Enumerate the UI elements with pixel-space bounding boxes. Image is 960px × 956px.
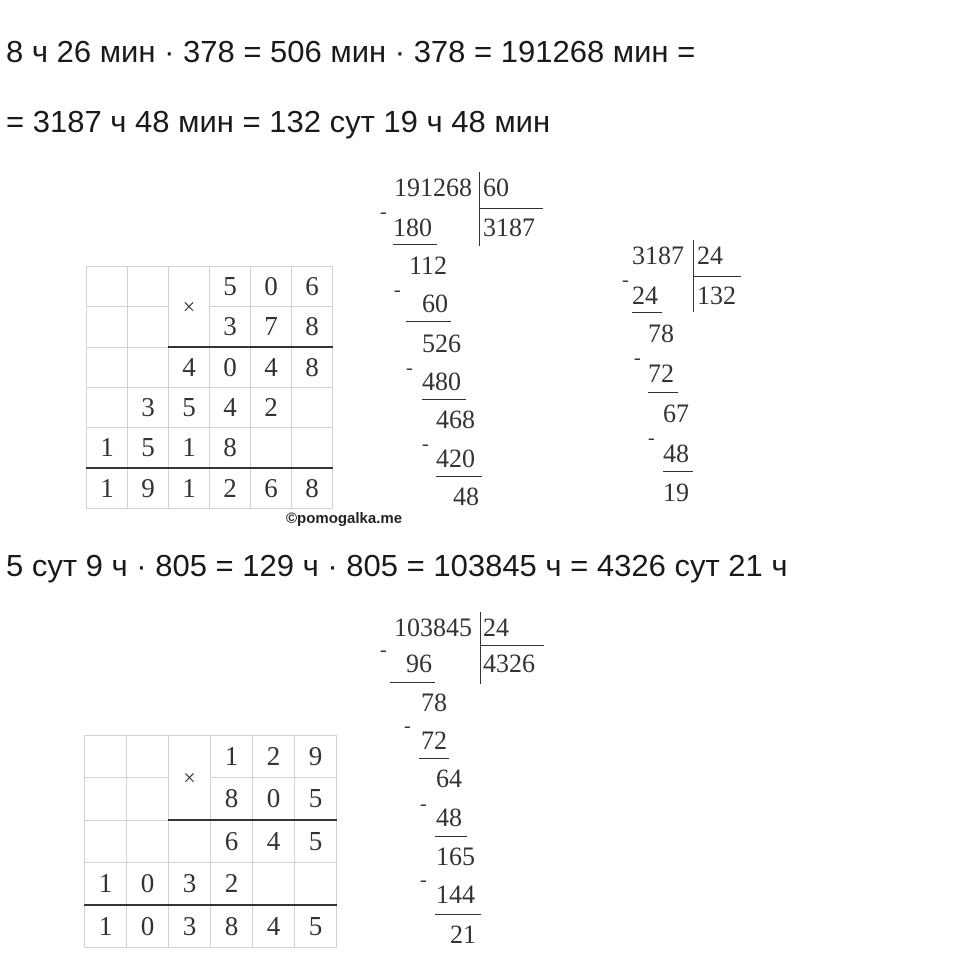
grid-cell: [253, 863, 295, 906]
division-step: 78: [421, 688, 447, 717]
minus-sign: -: [420, 869, 427, 891]
grid-cell: 1: [85, 905, 127, 948]
equation-line-2: = 3187 ч 48 мин = 132 сут 19 ч 48 мин: [6, 104, 551, 139]
grid-cell: [295, 863, 337, 906]
long-division-3: [380, 612, 560, 952]
grid-cell: [127, 736, 169, 778]
grid-cell: 5: [210, 267, 251, 307]
grid-cell: 1: [169, 428, 210, 469]
division-step: 78: [648, 319, 674, 348]
grid-cell: 8: [210, 428, 251, 469]
grid-cell: 3: [169, 905, 211, 948]
grid-cell: 4: [253, 820, 295, 863]
quotient: 4326: [483, 649, 535, 678]
grid-cell: 8: [292, 468, 333, 509]
grid-cell: 5: [128, 428, 169, 469]
grid-cell: [87, 388, 128, 428]
grid-cell: [87, 347, 128, 388]
grid-cell: 7: [251, 307, 292, 348]
grid-cell: 3: [210, 307, 251, 348]
division-step: 48: [663, 439, 689, 468]
grid-cell: [128, 307, 169, 348]
minus-sign: -: [380, 201, 387, 223]
multiply-sign: ×: [169, 267, 210, 348]
grid-cell: 8: [211, 778, 253, 821]
division-step: 144: [436, 880, 475, 909]
grid-cell: 2: [251, 388, 292, 428]
division-step: 24: [632, 281, 658, 310]
long-division-1: [380, 172, 560, 512]
division-step: 96: [406, 649, 432, 678]
grid-cell: 3: [128, 388, 169, 428]
grid-cell: [292, 388, 333, 428]
division-step: 180: [393, 213, 432, 242]
grid-cell: [87, 267, 128, 307]
division-step: 48: [436, 803, 462, 832]
grid-cell: 5: [295, 905, 337, 948]
division-step: 48: [453, 482, 479, 511]
divisor: 60: [483, 173, 509, 202]
grid-cell: 1: [87, 428, 128, 469]
watermark: ©pomogalka.me: [286, 510, 403, 527]
grid-cell: 6: [292, 267, 333, 307]
division-step: 112: [409, 251, 448, 280]
grid-cell: 8: [292, 307, 333, 348]
grid-cell: [85, 820, 127, 863]
grid-cell: [87, 307, 128, 348]
grid-cell: [128, 347, 169, 388]
multiplication-grid-1: [86, 266, 333, 509]
grid-cell: 6: [251, 468, 292, 509]
multiplication-grid-2: [84, 735, 337, 948]
division-step: 468: [436, 405, 475, 434]
grid-cell: [251, 428, 292, 469]
grid-cell: 3: [169, 863, 211, 906]
minus-sign: -: [622, 269, 629, 291]
grid-cell: 0: [253, 778, 295, 821]
division-step: 526: [422, 329, 461, 358]
grid-cell: 4: [169, 347, 210, 388]
multiply-sign: ×: [169, 736, 211, 821]
grid-cell: 2: [210, 468, 251, 509]
grid-cell: 2: [211, 863, 253, 906]
grid-cell: [169, 820, 211, 863]
division-step: 21: [450, 920, 476, 949]
minus-sign: -: [648, 427, 655, 449]
grid-cell: 8: [292, 347, 333, 388]
division-step: 165: [436, 842, 475, 871]
minus-sign: -: [404, 715, 411, 737]
division-step: 64: [436, 764, 462, 793]
grid-cell: 2: [253, 736, 295, 778]
grid-cell: 1: [169, 468, 210, 509]
long-division-2: [620, 240, 760, 510]
division-step: 72: [648, 359, 674, 388]
grid-cell: [128, 267, 169, 307]
grid-cell: 0: [210, 347, 251, 388]
equation-line-1: 8 ч 26 мин · 378 = 506 мин · 378 = 191268 мин =: [6, 34, 696, 69]
grid-cell: 4: [210, 388, 251, 428]
minus-sign: -: [634, 347, 641, 369]
minus-sign: -: [406, 357, 413, 379]
minus-sign: -: [420, 793, 427, 815]
grid-cell: 9: [128, 468, 169, 509]
grid-cell: 5: [295, 778, 337, 821]
grid-cell: 1: [87, 468, 128, 509]
divisor: 24: [483, 613, 509, 642]
dividend: 191268: [394, 173, 472, 202]
dividend: 103845: [394, 613, 472, 642]
grid-cell: 0: [127, 863, 169, 906]
quotient: 3187: [483, 213, 535, 242]
divisor: 24: [697, 241, 723, 270]
grid-cell: [292, 428, 333, 469]
quotient: 132: [697, 281, 736, 310]
grid-cell: 1: [211, 736, 253, 778]
minus-sign: -: [422, 433, 429, 455]
minus-sign: -: [380, 639, 387, 661]
grid-cell: 8: [211, 905, 253, 948]
grid-cell: 9: [295, 736, 337, 778]
division-step: 480: [422, 367, 461, 396]
grid-cell: 1: [85, 863, 127, 906]
division-step: 60: [422, 289, 448, 318]
grid-cell: 5: [295, 820, 337, 863]
grid-cell: [85, 736, 127, 778]
grid-cell: 0: [127, 905, 169, 948]
grid-cell: [127, 820, 169, 863]
grid-cell: [127, 778, 169, 821]
minus-sign: -: [394, 279, 401, 301]
grid-cell: [85, 778, 127, 821]
division-step: 72: [421, 726, 447, 755]
grid-cell: 4: [253, 905, 295, 948]
division-step: 19: [663, 478, 689, 507]
grid-cell: 0: [251, 267, 292, 307]
equation-line-3: 5 сут 9 ч · 805 = 129 ч · 805 = 103845 ч = 4326 сут 21 ч: [6, 548, 788, 583]
dividend: 3187: [632, 241, 684, 270]
grid-cell: 4: [251, 347, 292, 388]
division-step: 420: [436, 444, 475, 473]
grid-cell: 6: [211, 820, 253, 863]
division-step: 67: [663, 399, 689, 428]
grid-cell: 5: [169, 388, 210, 428]
